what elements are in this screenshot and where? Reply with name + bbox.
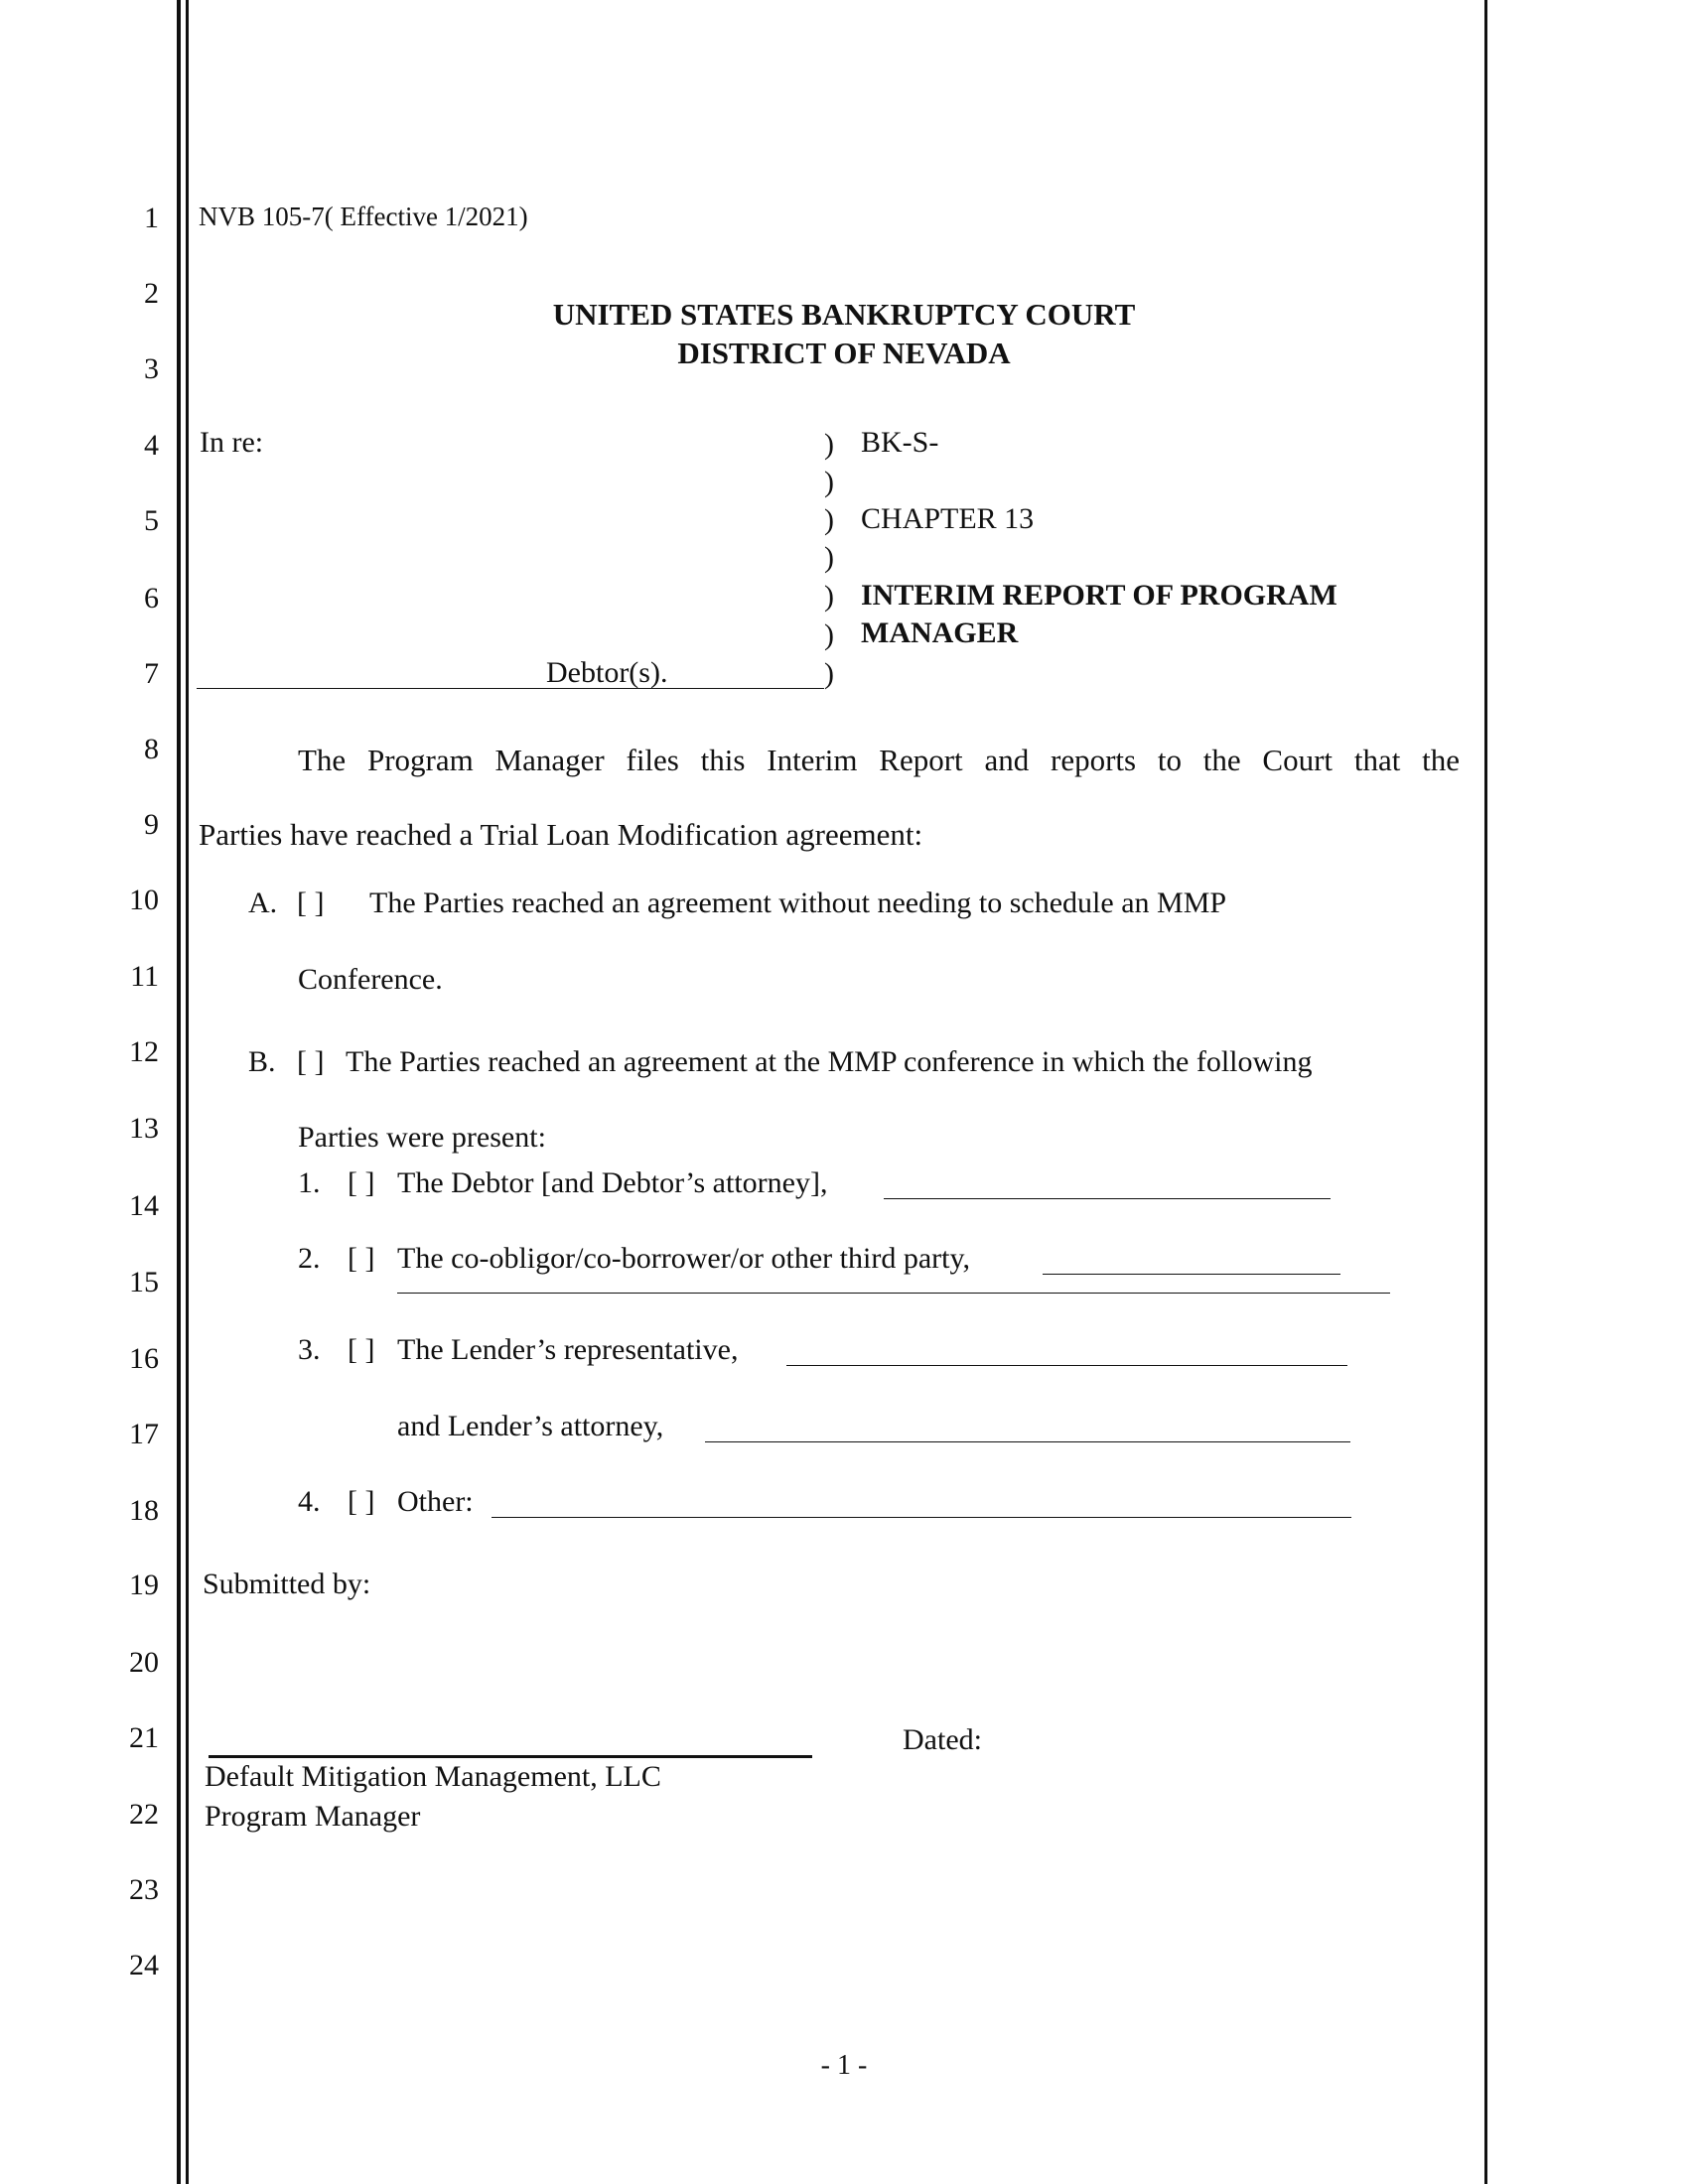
line-number: 7	[144, 657, 159, 690]
caption-paren: )	[824, 618, 834, 651]
other-blank[interactable]	[492, 1517, 1351, 1518]
line-number: 13	[129, 1112, 159, 1145]
intro-paragraph-line2: Parties have reached a Trial Loan Modification agreement:	[199, 817, 923, 852]
party-2-blank[interactable]	[1043, 1274, 1340, 1275]
option-a-text-cont: Conference.	[298, 963, 443, 996]
line-number: 5	[144, 504, 159, 537]
chapter-label: CHAPTER 13	[861, 502, 1035, 535]
caption-paren: )	[824, 428, 834, 461]
party-3-blank[interactable]	[786, 1365, 1347, 1366]
page-number: - 1 -	[820, 2050, 868, 2081]
line-number: 21	[129, 1721, 159, 1754]
caption-paren: )	[824, 657, 834, 690]
party-2-blank-cont[interactable]	[397, 1293, 1390, 1294]
party-item-label: and Lender’s attorney,	[397, 1410, 664, 1442]
line-number: 3	[144, 352, 159, 385]
option-b-text: The Parties reached an agreement at the MMP conference in which the following	[346, 1045, 1313, 1078]
debtor-underline	[197, 688, 824, 689]
signatory-role: Program Manager	[205, 1800, 421, 1833]
line-number: 12	[129, 1035, 159, 1068]
party-item-label: Other:	[397, 1485, 474, 1518]
party-item-number: 1.	[298, 1166, 321, 1199]
court-name: UNITED STATES BANKRUPTCY COURT	[552, 297, 1136, 332]
document-title: INTERIM REPORT OF PROGRAM	[861, 579, 1337, 612]
line-number: 22	[129, 1798, 159, 1831]
signatory-org: Default Mitigation Management, LLC	[205, 1760, 661, 1793]
in-re-label: In re:	[200, 426, 264, 459]
option-b-marker: B.	[248, 1045, 276, 1078]
option-b-checkbox[interactable]: [ ]	[297, 1045, 325, 1078]
party-item-number: 3.	[298, 1333, 321, 1366]
court-district: DISTRICT OF NEVADA	[677, 336, 1011, 370]
party-item-label: The Lender’s representative,	[397, 1333, 739, 1366]
debtor-label: Debtor(s).	[546, 656, 668, 689]
option-a-marker: A.	[248, 887, 278, 919]
line-number: 20	[129, 1646, 159, 1679]
party-item-checkbox[interactable]: [ ]	[348, 1333, 375, 1366]
line-number: 14	[129, 1189, 159, 1222]
line-number: 24	[129, 1949, 159, 1981]
line-number: 2	[144, 277, 159, 310]
caption-paren: )	[824, 541, 834, 574]
line-number: 9	[144, 808, 159, 841]
caption-paren: )	[824, 466, 834, 498]
party-item-number: 2.	[298, 1242, 321, 1275]
line-number: 17	[129, 1418, 159, 1450]
party-item-label: The Debtor [and Debtor’s attorney],	[397, 1166, 828, 1199]
case-number-field[interactable]: BK-S-	[861, 426, 939, 459]
line-number: 15	[129, 1266, 159, 1298]
party-item-checkbox[interactable]: [ ]	[348, 1242, 375, 1275]
line-number: 19	[129, 1569, 159, 1601]
line-number: 6	[144, 582, 159, 614]
line-number: 16	[129, 1342, 159, 1375]
line-number: 11	[130, 960, 159, 993]
document-title-cont: MANAGER	[861, 616, 1019, 649]
party-item-label: The co-obligor/co-borrower/or other third party,	[397, 1242, 971, 1275]
option-b-text-cont: Parties were present:	[298, 1121, 546, 1154]
line-number: 1	[144, 202, 159, 234]
signature-line[interactable]	[209, 1755, 812, 1758]
form-id: NVB 105-7( Effective 1/2021)	[199, 202, 528, 231]
caption-paren: )	[824, 580, 834, 613]
party-1-blank[interactable]	[884, 1198, 1331, 1199]
lender-attorney-blank[interactable]	[705, 1441, 1350, 1442]
line-number: 23	[129, 1873, 159, 1906]
option-a-text: The Parties reached an agreement without needing to schedule an MMP	[369, 887, 1227, 919]
dated-label: Dated:	[903, 1723, 982, 1756]
option-a-checkbox[interactable]: [ ]	[297, 887, 325, 919]
party-item-checkbox[interactable]: [ ]	[348, 1485, 375, 1518]
submitted-by-label: Submitted by:	[203, 1568, 371, 1600]
party-item-checkbox[interactable]: [ ]	[348, 1166, 375, 1199]
caption-paren: )	[824, 503, 834, 536]
line-number: 4	[144, 429, 159, 462]
line-number: 18	[129, 1494, 159, 1527]
line-number: 8	[144, 733, 159, 765]
party-item-number: 4.	[298, 1485, 321, 1518]
intro-paragraph-line1: The Program Manager files this Interim Report and reports to the Court that the	[298, 743, 1460, 777]
line-number: 10	[129, 884, 159, 916]
